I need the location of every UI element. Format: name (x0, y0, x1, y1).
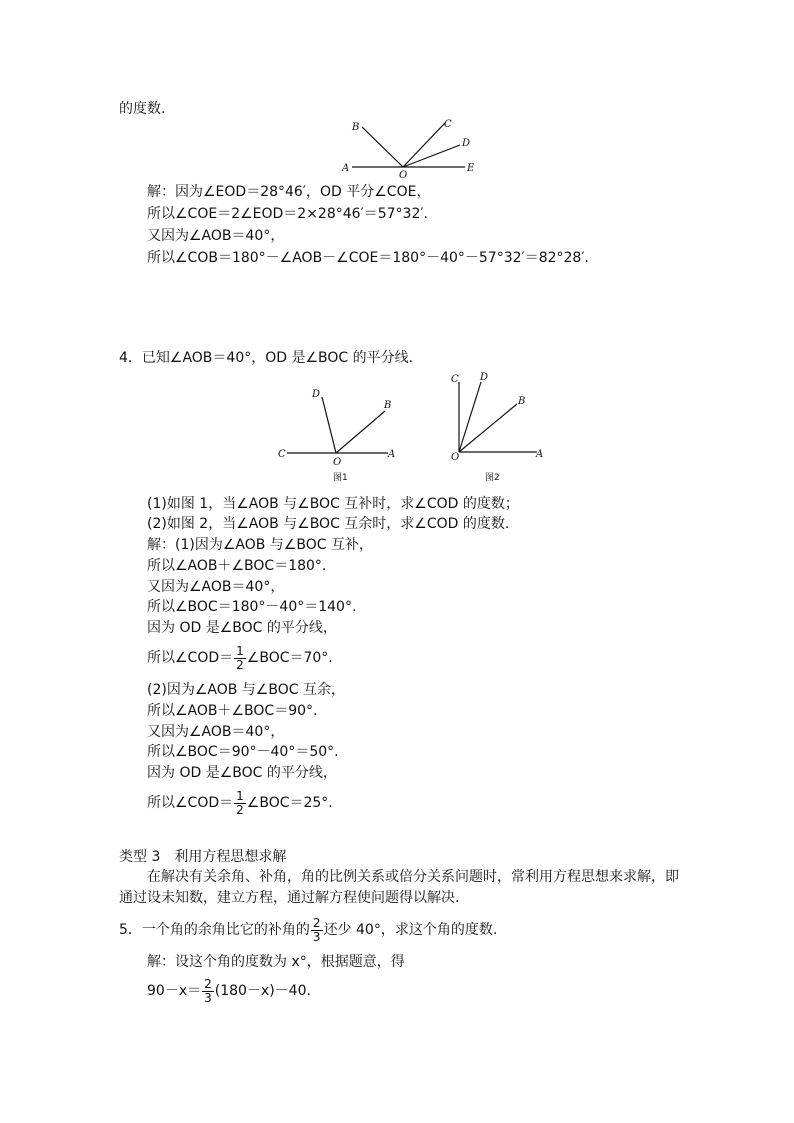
solution-line-fraction: 所以∠COD＝ $\frac{1}{2}$ ∠BOC＝70°. (147, 643, 333, 672)
solution-line: (2)因为∠AOB 与∠BOC 互余， (147, 682, 345, 698)
label-c: C (451, 374, 459, 385)
ray-ob (362, 127, 403, 167)
figure-1 (275, 383, 400, 483)
fraction-half: $\frac{1}{2}$ (236, 643, 244, 672)
label-e: E (467, 163, 475, 174)
question-tail: 的度数. (119, 101, 166, 117)
figure-1-caption: 图1 (333, 473, 348, 483)
question-5-title: 5．一个角的余角比它的补角的 $\frac{2}{3}$ 还少 40°，求这个角的度数. (119, 915, 498, 944)
label-d: D (312, 389, 321, 400)
solution-line: 所以∠BOC＝180°－40°＝140°. (147, 599, 357, 615)
solution-line-fraction: 所以∠COD＝ $\frac{1}{2}$ ∠BOC＝25°. (147, 788, 333, 817)
fraction-half: $\frac{1}{2}$ (236, 788, 244, 817)
figure-angles-aoe (340, 115, 480, 180)
label-a: A (536, 449, 544, 460)
ray-od (322, 397, 336, 453)
solution-line: 因为 OD 是∠BOC 的平分线， (147, 620, 337, 636)
label-c: C (444, 119, 452, 130)
ray-oc (403, 123, 445, 167)
label-d: D (480, 372, 489, 383)
equation-line: 90－x＝ $\frac{2}{3}$ (180－x)－40. (147, 976, 311, 1005)
label-d: D (462, 138, 471, 149)
label-o: O (399, 170, 408, 180)
question-4-part-1: (1)如图 1，当∠AOB 与∠BOC 互补时，求∠COD 的度数； (147, 496, 519, 512)
label-c: C (278, 449, 286, 460)
solution-line: 所以∠AOB＋∠BOC＝90°. (147, 703, 318, 719)
solution-line: 解：因为∠EOD＝28°46′，OD 平分∠COE， (147, 184, 431, 200)
figure-2 (447, 368, 552, 483)
solution-line: 又因为∠AOB＝40°， (147, 724, 285, 740)
label-b: B (384, 400, 392, 411)
label-b: B (352, 122, 360, 133)
solution-line: 所以∠COE＝2∠EOD＝2×28°46′＝57°32′. (147, 206, 428, 222)
solution-line: 所以∠AOB＋∠BOC＝180°. (147, 558, 327, 574)
label-o: O (333, 457, 342, 468)
solution-line: 因为 OD 是∠BOC 的平分线， (147, 765, 337, 781)
label-a: A (388, 449, 396, 460)
figure-2-caption: 图2 (485, 473, 500, 483)
solution-line: 又因为∠AOB＝40°， (147, 579, 285, 595)
section-description: 通过设未知数，建立方程，通过解方程使问题得以解决. (119, 890, 460, 906)
solution-line: 解：(1)因为∠AOB 与∠BOC 互补， (147, 537, 373, 553)
section-heading: 类型 3 利用方程思想求解 (119, 849, 287, 865)
label-o: O (451, 452, 460, 463)
question-4-part-2: (2)如图 2，当∠AOB 与∠BOC 互余时，求∠COD 的度数. (147, 516, 510, 532)
label-a: A (342, 163, 350, 174)
section-description: 在解决有关余角、补角，角的比例关系或倍分关系问题时，常利用方程思想来求解，即 (147, 869, 679, 885)
ray-od (459, 382, 481, 452)
solution-line: 又因为∠AOB＝40°， (147, 228, 285, 244)
solution-line: 所以∠BOC＝90°－40°＝50°. (147, 744, 339, 760)
label-b: B (518, 396, 526, 407)
solution-line: 所以∠COB＝180°－∠AOB－∠COE＝180°－40°－57°32′＝82°28′. (147, 250, 589, 266)
ray-od (403, 145, 460, 167)
ray-ob (459, 404, 517, 452)
ray-ob (336, 411, 385, 453)
fraction-two-thirds: $\frac{2}{3}$ (204, 976, 212, 1005)
fraction-two-thirds: $\frac{2}{3}$ (312, 915, 321, 944)
question-4-title: 4．已知∠AOB＝40°，OD 是∠BOC 的平分线. (119, 350, 414, 366)
solution-line: 解：设这个角的度数为 x°，根据题意，得 (147, 954, 405, 970)
